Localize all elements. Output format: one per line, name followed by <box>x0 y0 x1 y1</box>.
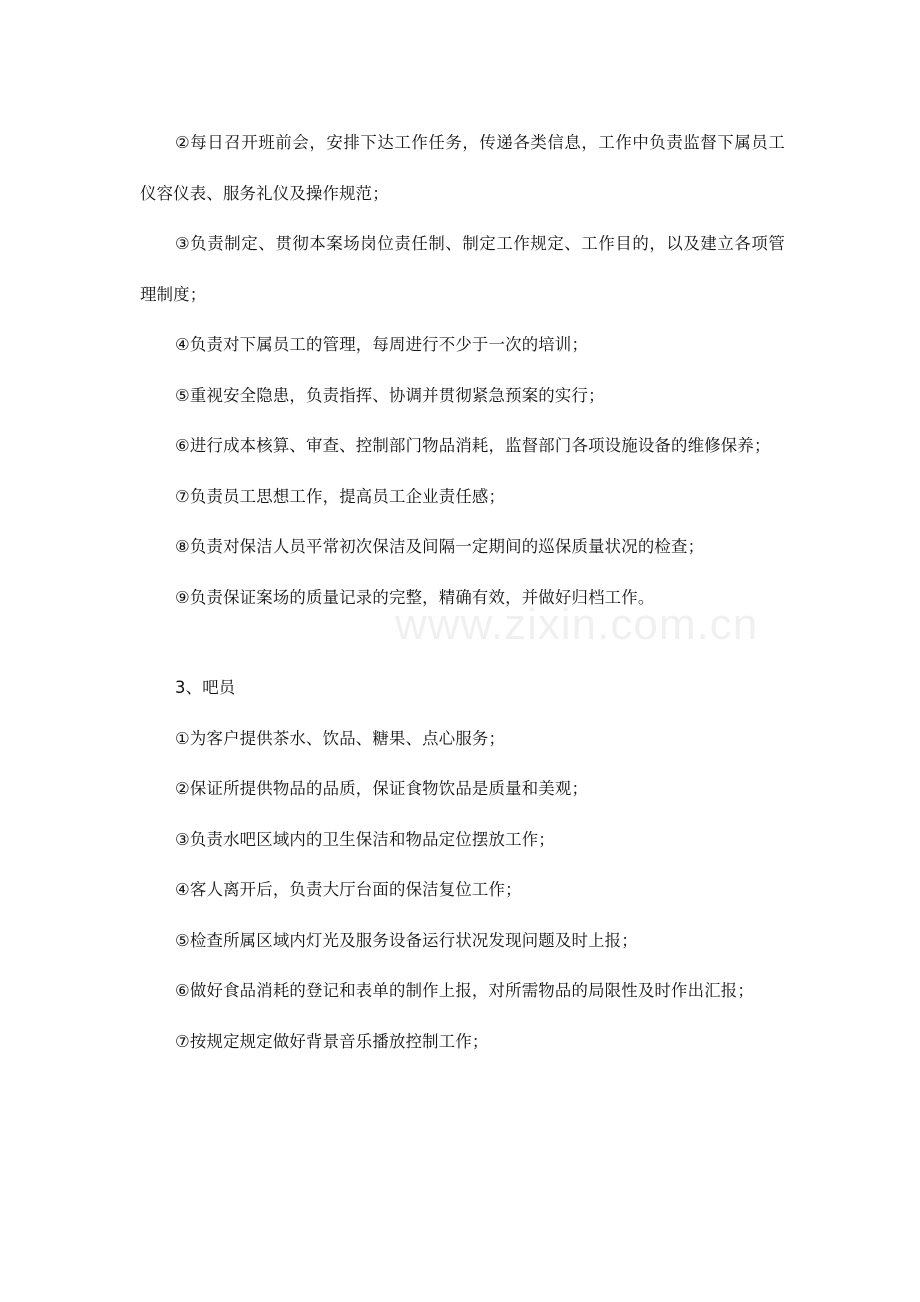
watermark-text: www.zixin.com.cn <box>395 600 759 649</box>
list-item: ①为客户提供茶水、饮品、糖果、点心服务； <box>175 728 506 748</box>
list-item: ⑦按规定规定做好背景音乐播放控制工作； <box>175 1031 489 1051</box>
list-item: ⑨负责保证案场的质量记录的完整，精确有效，并做好归档工作。 <box>175 587 655 607</box>
list-item: ②保证所提供物品的品质，保证食物饮品是质量和美观； <box>175 779 589 798</box>
list-item: ⑥进行成本核算、审查、控制部门物品消耗，监督部门各项设施设备的维修保养； <box>175 436 771 455</box>
list-item: ③负责制定、贯彻本案场岗位责任制、制定工作规定、工作目的，以及建立各项管理制度； <box>140 234 785 304</box>
list-item: ②每日召开班前会，安排下达工作任务，传递各类信息，工作中负责监督下属员工仪容仪表、服务礼仪及操作规范； <box>140 133 785 203</box>
list-item: ④负责对下属员工的管理，每周进行不少于一次的培训； <box>175 335 589 354</box>
section-2-list <box>140 118 785 623</box>
document-body <box>140 118 785 1067</box>
list-item: ⑤重视安全隐患，负责指挥、协调并贯彻紧急预案的实行； <box>175 385 605 405</box>
section-heading: 3、吧员 <box>175 678 236 697</box>
list-item: ⑥做好食品消耗的登记和表单的制作上报，对所需物品的局限性及时作出汇报； <box>175 981 754 1000</box>
list-item: ⑧负责对保洁人员平常初次保洁及间隔一定期间的巡保质量状况的检查； <box>175 537 705 556</box>
list-item: ⑤检查所属区域内灯光及服务设备运行状况发现问题及时上报； <box>175 930 638 950</box>
list-item: ④客人离开后，负责大厅台面的保洁复位工作； <box>175 880 522 899</box>
list-item: ③负责水吧区域内的卫生保洁和物品定位摆放工作； <box>175 829 555 849</box>
list-item: ⑦负责员工思想工作，提高员工企业责任感； <box>175 486 506 506</box>
section-3-list <box>140 714 785 1068</box>
section-spacer <box>140 623 785 663</box>
